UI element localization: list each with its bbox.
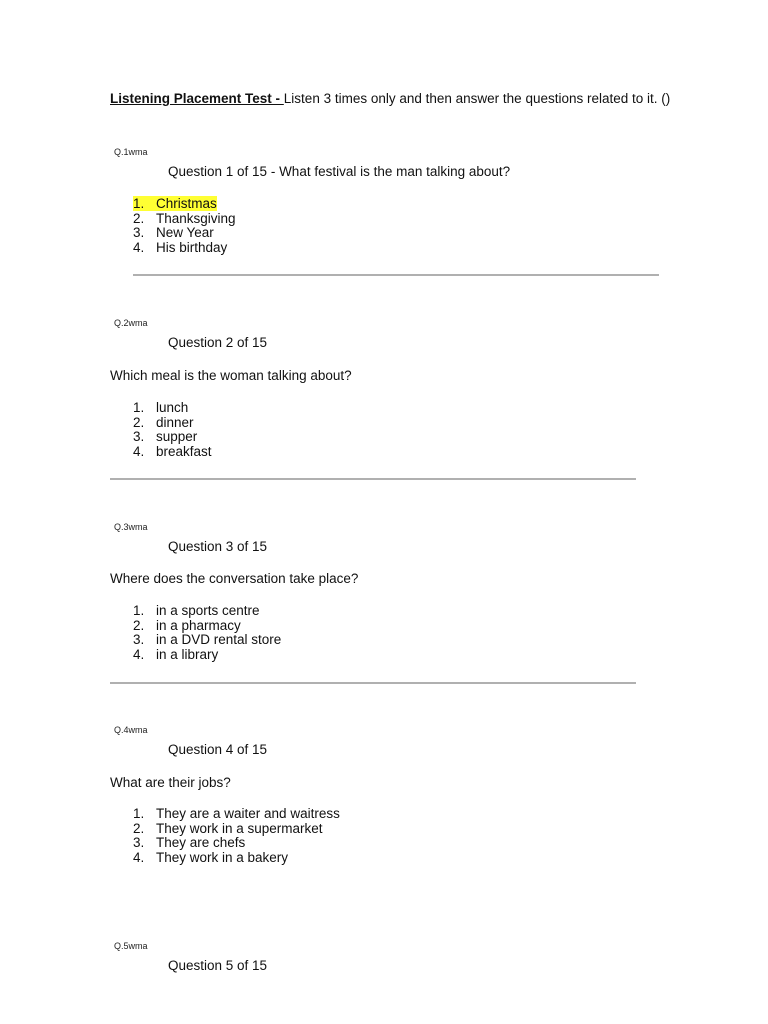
option-item — [133, 822, 340, 837]
option-item — [133, 226, 236, 241]
option-number: 2. — [133, 617, 145, 633]
option-list-q4 — [133, 807, 340, 865]
question-heading-q2: Question 2 of 15 — [168, 335, 268, 350]
option-list-q3 — [133, 604, 281, 662]
option-item — [133, 212, 236, 227]
option-list-q2 — [133, 401, 212, 459]
option-item — [133, 401, 212, 416]
option-number: 4. — [133, 849, 145, 865]
option-label: They work in a supermarket — [156, 820, 323, 836]
option-number: 4. — [133, 239, 145, 255]
option-label: in a pharmacy — [156, 617, 241, 633]
option-item — [133, 807, 340, 822]
option-number: 3. — [133, 835, 145, 851]
option-number: 1. — [133, 196, 145, 211]
option-number: 3. — [133, 429, 145, 445]
page-header — [110, 91, 670, 106]
option-number: 4. — [133, 443, 145, 459]
option-label: breakfast — [156, 443, 212, 459]
option-list-q1 — [133, 197, 236, 255]
option-label: lunch — [156, 400, 189, 415]
option-label: in a library — [156, 646, 219, 662]
option-label: in a sports centre — [156, 603, 260, 618]
option-label: They work in a bakery — [156, 849, 289, 865]
question-text-q4: What are their jobs? — [110, 775, 231, 790]
separator-rule — [133, 274, 659, 276]
option-item — [133, 604, 281, 619]
option-label: They are a waiter and waitress — [156, 806, 340, 821]
option-number: 1. — [133, 603, 145, 618]
option-item — [133, 619, 281, 634]
separator-rule — [110, 478, 636, 480]
option-number: 2. — [133, 210, 145, 226]
test-instruction: Listen 3 times only and then answer the questions related to it. () — [283, 91, 671, 106]
option-item — [133, 851, 340, 866]
option-number: 2. — [133, 414, 145, 430]
question-heading-q1: Question 1 of 15 - What festival is the man talking about? — [168, 164, 511, 179]
audio-file-link-q1[interactable]: Q.1wma — [114, 147, 148, 157]
option-item — [133, 430, 212, 445]
option-label: dinner — [156, 414, 194, 430]
option-item — [133, 445, 212, 460]
question-heading-q3: Question 3 of 15 — [168, 539, 268, 554]
question-heading-q4: Question 4 of 15 — [168, 742, 268, 757]
option-label: in a DVD rental store — [156, 632, 282, 648]
option-item — [133, 197, 236, 212]
option-item — [133, 416, 212, 431]
option-label: His birthday — [156, 239, 228, 255]
option-label-highlighted: Christmas — [156, 196, 217, 211]
option-number: 1. — [133, 806, 145, 821]
option-number: 3. — [133, 225, 145, 241]
question-heading-q5: Question 5 of 15 — [168, 958, 268, 973]
audio-file-link-q2[interactable]: Q.2wma — [114, 318, 148, 328]
option-item — [133, 836, 340, 851]
option-label: Thanksgiving — [156, 210, 236, 226]
option-item — [133, 648, 281, 663]
option-number: 3. — [133, 632, 145, 648]
option-label: supper — [156, 429, 198, 445]
audio-file-link-q3[interactable]: Q.3wma — [114, 522, 148, 532]
audio-file-link-q5[interactable]: Q.5wma — [114, 941, 148, 951]
option-number: 1. — [133, 400, 145, 415]
option-label: New Year — [156, 225, 214, 241]
option-number: 4. — [133, 646, 145, 662]
question-text-q2: Which meal is the woman talking about? — [110, 368, 352, 383]
question-text-q3: Where does the conversation take place? — [110, 571, 359, 586]
option-label: They are chefs — [156, 835, 246, 851]
option-number: 2. — [133, 820, 145, 836]
option-item — [133, 633, 281, 648]
option-item — [133, 241, 236, 256]
separator-rule — [110, 682, 636, 684]
test-title: Listening Placement Test - — [110, 91, 284, 106]
audio-file-link-q4[interactable]: Q.4wma — [114, 725, 148, 735]
